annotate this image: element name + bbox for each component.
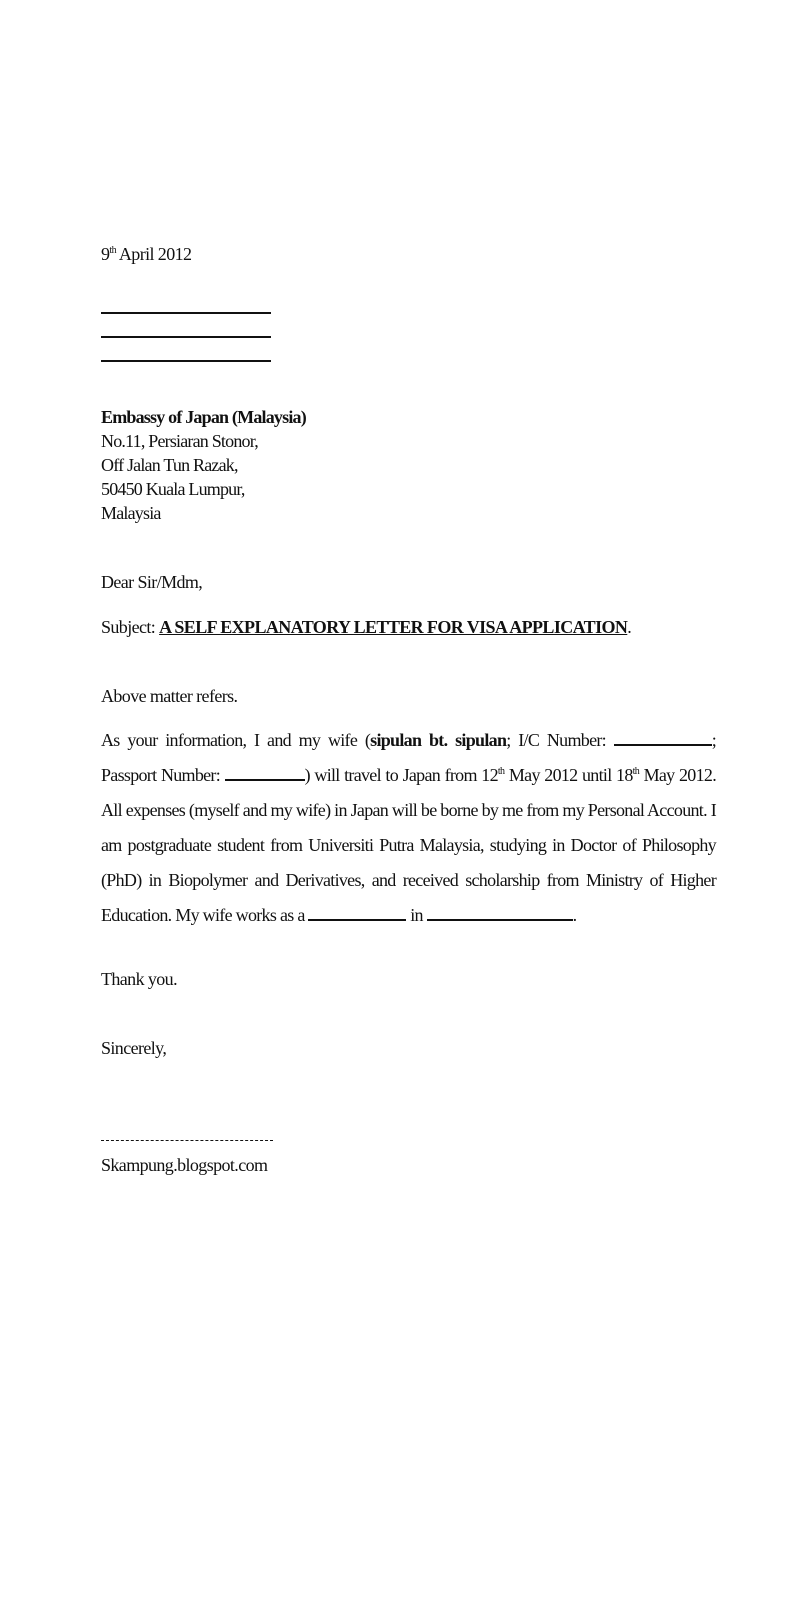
recipient-line: No.11, Persiaran Stonor, — [101, 431, 258, 451]
recipient-line: Off Jalan Tun Razak, — [101, 455, 238, 475]
signature-text: Skampung.blogspot.com — [101, 1155, 268, 1175]
salutation: Dear Sir/Mdm, — [101, 572, 203, 592]
recipient-line: 50450 Kuala Lumpur, — [101, 479, 245, 499]
sender-address-blank — [101, 336, 271, 338]
wife-workplace-blank — [427, 903, 573, 921]
recipient-name: Embassy of Japan (Malaysia) — [101, 407, 306, 427]
passport-number-blank — [225, 763, 305, 781]
opening-line: Above matter refers. — [101, 686, 238, 706]
letter-date: 9th April 2012 — [101, 244, 192, 264]
signature-line — [101, 1140, 273, 1141]
ic-number-blank — [614, 728, 712, 746]
closing-thanks: Thank you. — [101, 969, 177, 989]
subject-title: A SELF EXPLANATORY LETTER FOR VISA APPLICATION — [159, 617, 628, 637]
recipient-address — [101, 405, 306, 525]
body-paragraph: As your information, I and my wife (sipulan bt. sipulan; I/C Number: ; Passport Number: ) will travel to Japan from 12th May 2012 until 18th May 2012. All expenses (myself and my wife) in Japan will be borne by me from my Personal Account. I am postgraduate student from Universiti Putra Malaysia, studying in Doctor of Philosophy (PhD) in Biopolymer and Derivatives, and received scholarship from Ministry of Higher Education. My wife works as a in . — [101, 730, 717, 925]
closing: Sincerely, — [101, 1038, 167, 1058]
sender-address-blank — [101, 360, 271, 362]
wife-name: sipulan bt. sipulan — [370, 730, 507, 750]
recipient-line: Malaysia — [101, 503, 161, 523]
sender-address-blank — [101, 312, 271, 314]
wife-job-blank — [308, 903, 406, 921]
subject-line: Subject: A SELF EXPLANATORY LETTER FOR VISA APPLICATION. — [101, 617, 632, 637]
